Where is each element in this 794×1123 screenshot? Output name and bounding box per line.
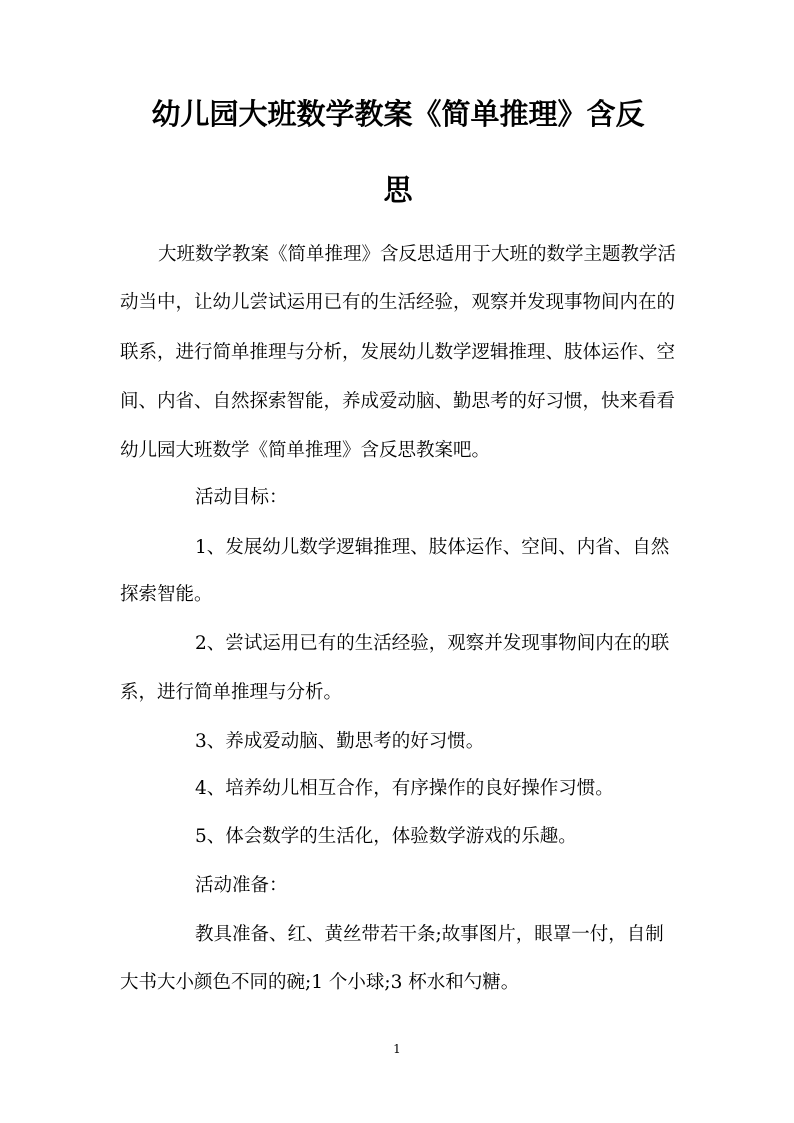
goal-item-line: 1、发展幼儿数学逻辑推理、肢体运作、空间、内省、自然 xyxy=(195,537,670,558)
goal-item-line: 系，进行简单推理与分析。 xyxy=(120,682,343,703)
intro-paragraph-line: 幼儿园大班数学《简单推理》含反思教案吧。 xyxy=(120,440,491,461)
intro-paragraph-line: 联系，进行简单推理与分析，发展幼儿数学逻辑推理、肢体运作、空 xyxy=(120,342,676,363)
intro-paragraph-line: 大班数学教案《简单推理》含反思适用于大班的数学主题教学活 xyxy=(158,244,677,265)
goal-item-line: 探索智能。 xyxy=(120,584,213,605)
preparation-line: 大书大小颜色不同的碗;1 个小球;3 杯水和勺糖。 xyxy=(120,972,520,993)
goal-item-line: 4、培养幼儿相互合作，有序操作的良好操作习惯。 xyxy=(195,778,614,799)
preparation-line: 教具准备、红、黄丝带若干条;故事图片，眼罩一付，自制 xyxy=(195,924,664,945)
goal-item-line: 2、尝试运用已有的生活经验，观察并发现事物间内在的联 xyxy=(195,633,670,654)
intro-paragraph-line: 间、内省、自然探索智能，养成爱动脑、勤思考的好习惯，快来看看 xyxy=(120,391,676,412)
goal-item-line: 5、体会数学的生活化，体验数学游戏的乐趣。 xyxy=(195,826,577,847)
page-number: 1 xyxy=(393,1042,401,1056)
section-heading-goals: 活动目标： xyxy=(195,487,288,508)
document-title-line-2: 思 xyxy=(383,173,413,207)
section-heading-preparation: 活动准备： xyxy=(195,875,288,896)
intro-paragraph-line: 动当中，让幼儿尝试运用已有的生活经验，观察并发现事物间内在的 xyxy=(120,292,676,313)
document-title-line-1: 幼儿园大班数学教案《简单推理》含反 xyxy=(151,97,645,131)
goal-item-line: 3、养成爱动脑、勤思考的好习惯。 xyxy=(195,731,485,752)
